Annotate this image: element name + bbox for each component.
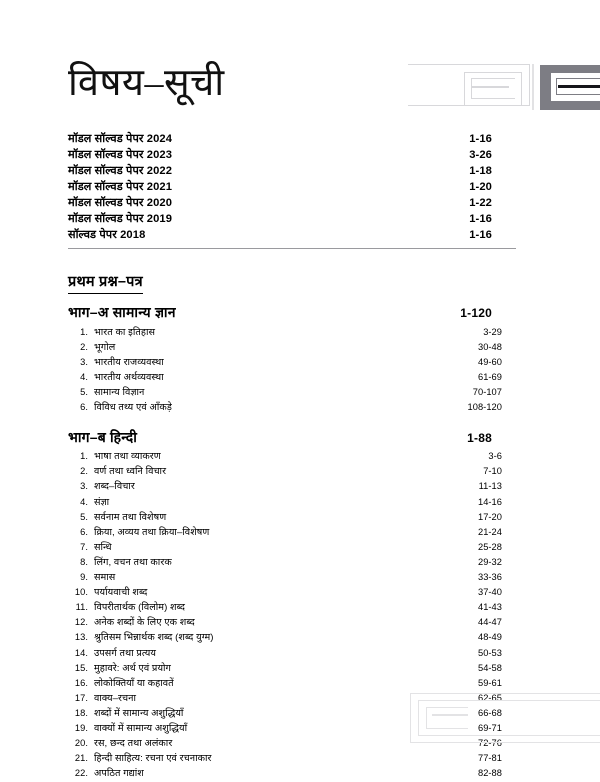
item-number: 18. (74, 707, 88, 718)
item-label: वर्ण तथा ध्वनि विचार (94, 466, 167, 478)
item-number: 6. (80, 526, 88, 537)
item-pages: 49-60 (477, 356, 502, 367)
list-item[interactable] (68, 340, 516, 355)
item-label: सर्वनाम तथा विशेषण (94, 511, 167, 523)
item-label: भारतीय अर्थव्यवस्था (94, 372, 164, 384)
item-number: 21. (74, 753, 88, 764)
item-number: 5. (80, 511, 88, 522)
item-pages: 21-24 (477, 526, 502, 537)
item-label: भारतीय राजव्यवस्था (94, 356, 164, 368)
item-number: 16. (74, 677, 88, 688)
paper-pages: 3-26 (469, 149, 492, 162)
item-label: विपरीतार्थक (विलोम) शब्द (94, 602, 186, 614)
toc-content (68, 132, 516, 782)
item-label: संज्ञा (94, 496, 110, 508)
item-number: 3. (80, 481, 88, 492)
item-number: 4. (80, 372, 88, 383)
paper-label: मॉडल सॉल्वड पेपर 2019 (68, 213, 173, 226)
list-item[interactable] (68, 646, 516, 661)
paper-one-heading: प्रथम प्रश्न–पत्र (68, 271, 143, 294)
item-number: 5. (80, 387, 88, 398)
item-number: 4. (80, 496, 88, 507)
item-label: सामान्य विज्ञान (94, 387, 145, 399)
item-number: 13. (74, 632, 88, 643)
item-pages: 54-58 (477, 662, 502, 673)
item-number: 10. (74, 587, 88, 598)
item-pages: 72-76 (477, 738, 502, 749)
item-pages: 3-29 (483, 326, 502, 337)
item-label: वाक्यों में सामान्य अशुद्धियाँ (94, 722, 188, 734)
item-pages: 61-69 (477, 372, 502, 383)
paper-pages: 1-20 (469, 181, 492, 194)
list-item[interactable] (68, 450, 516, 465)
section-spacer (68, 416, 516, 428)
item-label: भूगोल (94, 341, 116, 353)
paper-pages: 1-16 (469, 133, 492, 146)
list-item[interactable] (68, 495, 516, 510)
paper-label: मॉडल सॉल्वड पेपर 2021 (68, 181, 173, 194)
item-label: शब्द–विचार (94, 481, 135, 493)
item-label: विविध तथ्य एवं आँकड़े (94, 402, 172, 414)
item-pages: 25-28 (477, 541, 502, 552)
item-pages: 7-10 (483, 466, 502, 477)
item-label: अपठित गद्यांश (94, 768, 144, 780)
list-item[interactable] (68, 525, 516, 540)
item-number: 20. (74, 738, 88, 749)
list-item[interactable] (68, 540, 516, 555)
item-number: 6. (80, 402, 88, 413)
paper-label: मॉडल सॉल्वड पेपर 2022 (68, 165, 173, 178)
list-item[interactable] (68, 212, 516, 228)
part-b-header[interactable] (68, 428, 516, 447)
part-a-pages: 1-120 (460, 305, 492, 320)
item-pages: 77-81 (477, 753, 502, 764)
list-item[interactable] (68, 570, 516, 585)
list-item[interactable] (68, 631, 516, 646)
item-pages: 14-16 (477, 496, 502, 507)
item-number: 1. (80, 326, 88, 337)
item-pages: 82-88 (477, 768, 502, 779)
nested-rectangles-watermark-icon (410, 693, 600, 749)
item-pages: 50-53 (477, 647, 502, 658)
item-number: 8. (80, 556, 88, 567)
item-label: लिंग, वचन तथा कारक (94, 556, 172, 568)
list-item[interactable] (68, 555, 516, 570)
item-pages: 30-48 (477, 341, 502, 352)
item-pages: 66-68 (477, 707, 502, 718)
item-number: 15. (74, 662, 88, 673)
deco-separator (532, 64, 534, 110)
deco-inner-line (471, 86, 509, 88)
item-label: शब्दों में सामान्य अशुद्धियाँ (94, 707, 184, 719)
item-number: 11. (75, 602, 88, 613)
item-label: हिन्दी साहित्य: रचना एवं रचनाकार (94, 753, 212, 765)
item-pages: 69-71 (477, 722, 502, 733)
list-item[interactable] (68, 661, 516, 676)
item-pages: 62-65 (477, 692, 502, 703)
item-number: 12. (74, 617, 88, 628)
item-label: सन्धि (94, 541, 112, 553)
item-label: भाषा तथा व्याकरण (94, 451, 161, 463)
item-label: अनेक शब्दों के लिए एक शब्द (94, 617, 195, 629)
page-title: विषय–सूची (68, 62, 225, 104)
part-b-title: भाग–ब हिन्दी (68, 428, 138, 445)
item-pages: 33-36 (477, 572, 502, 583)
item-number: 2. (80, 466, 88, 477)
paper-pages: 1-22 (469, 197, 492, 210)
part-b-pages: 1-88 (467, 430, 492, 445)
list-item[interactable] (68, 751, 516, 766)
item-pages: 44-47 (477, 617, 502, 628)
item-number: 1. (80, 451, 88, 462)
item-pages: 37-40 (477, 587, 502, 598)
item-number: 14. (74, 647, 88, 658)
item-pages: 29-32 (477, 556, 502, 567)
watermark-inner-line (432, 714, 468, 716)
list-item[interactable] (68, 465, 516, 480)
item-number: 7. (80, 541, 88, 552)
list-item[interactable] (68, 325, 516, 340)
item-number: 19. (74, 722, 88, 733)
list-item[interactable] (68, 510, 516, 525)
item-label: मुहावरे: अर्थ एवं प्रयोग (94, 662, 171, 674)
list-item[interactable] (68, 480, 516, 495)
paper-pages: 1-16 (469, 213, 492, 226)
item-label: वाक्य–रचना (94, 692, 137, 704)
paper-label: मॉडल सॉल्वड पेपर 2023 (68, 149, 173, 162)
list-item[interactable] (68, 767, 516, 782)
item-pages: 48-49 (477, 632, 502, 643)
item-label: पर्यायवाची शब्द (94, 587, 148, 599)
list-item[interactable] (68, 228, 516, 244)
item-pages: 41-43 (477, 602, 502, 613)
item-pages: 70-107 (472, 387, 502, 398)
list-item[interactable] (68, 355, 516, 370)
solved-papers-list (68, 132, 516, 244)
list-item[interactable] (68, 180, 516, 196)
item-number: 22. (74, 768, 88, 779)
item-number: 2. (80, 341, 88, 352)
item-label: रस, छन्द तथा अलंकार (94, 738, 173, 750)
list-item[interactable] (68, 164, 516, 180)
item-number: 3. (80, 356, 88, 367)
paper-label: मॉडल सॉल्वड पेपर 2020 (68, 197, 173, 210)
deco-solid-bar (558, 85, 600, 88)
list-item[interactable] (68, 196, 516, 212)
list-item[interactable] (68, 385, 516, 400)
item-label: लोकोक्तियाँ या कहावतें (94, 677, 174, 689)
item-pages: 59-61 (477, 677, 502, 688)
item-pages: 11-13 (478, 481, 502, 492)
item-label: भारत का इतिहास (94, 326, 156, 338)
item-pages: 3-6 (488, 451, 502, 462)
item-pages: 17-20 (477, 511, 502, 522)
item-number: 9. (80, 572, 88, 583)
item-label: श्रुतिसम भिन्नार्थक शब्द (शब्द युग्म) (94, 632, 214, 644)
item-label: समास (94, 572, 116, 584)
item-label: क्रिया, अव्यय तथा क्रिया–विशेषण (94, 526, 210, 538)
deco-inner-rect (471, 78, 515, 99)
item-pages: 108-120 (467, 402, 502, 413)
part-a-title: भाग–अ सामान्य ज्ञान (68, 303, 176, 320)
list-item[interactable] (68, 585, 516, 600)
part-a-items (68, 325, 516, 416)
nested-rectangles-graphic-icon (408, 64, 600, 112)
item-label: उपसर्ग तथा प्रत्यय (94, 647, 156, 659)
list-item[interactable] (68, 676, 516, 691)
list-item[interactable] (68, 400, 516, 415)
list-item[interactable] (68, 132, 516, 148)
paper-label: सॉल्वड पेपर 2018 (68, 229, 146, 242)
paper-pages: 1-18 (469, 165, 492, 178)
list-item[interactable] (68, 370, 516, 385)
list-item[interactable] (68, 600, 516, 615)
list-item[interactable] (68, 148, 516, 164)
part-a-header[interactable] (68, 303, 516, 322)
list-item[interactable] (68, 616, 516, 631)
paper-pages: 1-16 (469, 229, 492, 242)
item-number: 17. (74, 692, 88, 703)
watermark-inner-rect (426, 707, 468, 729)
paper-label: मॉडल सॉल्वड पेपर 2024 (68, 133, 173, 146)
